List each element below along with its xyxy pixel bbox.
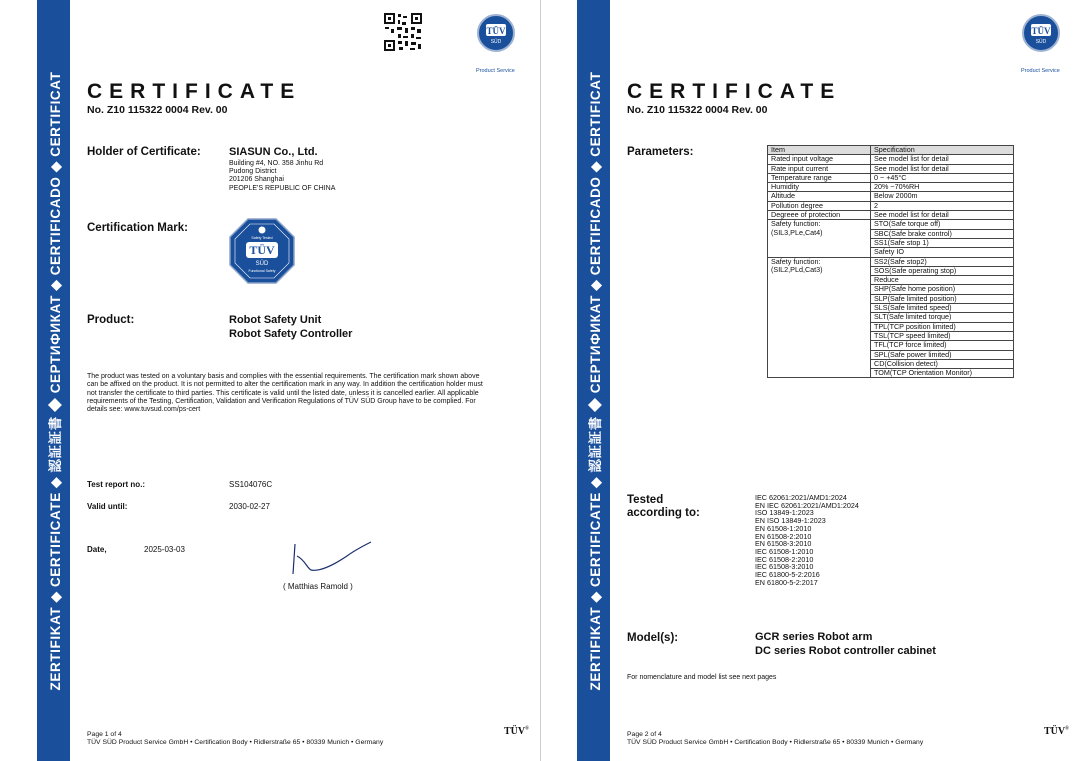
table-row: [768, 369, 1014, 378]
test-report-label: Test report no.:: [87, 480, 146, 489]
tuv-logo-text: TÜV: [1031, 26, 1051, 36]
table-header-item: Item: [768, 146, 871, 155]
standard-item: EN 61508-2:2010: [755, 531, 812, 541]
table-cell-item: Temperature range: [768, 173, 871, 182]
table-cell-spec: TFL(TCP force limited): [871, 341, 1014, 350]
table-header-specification: Specification: [871, 146, 1014, 155]
product-line: Robot Safety Unit: [229, 314, 322, 326]
table-cell-item: Rated input voltage: [768, 155, 871, 164]
footer-tuv-logo: TÜV®: [1044, 726, 1069, 737]
table-cell-item: (SIL3,PLe,Cat4): [768, 229, 871, 238]
table-cell-item: Safety function:: [768, 220, 871, 229]
certificate-page-1: [35, 0, 540, 761]
product-names: [229, 313, 352, 341]
holder-address: [229, 160, 335, 193]
table-cell-spec: SLP(Safe limited position): [871, 294, 1014, 303]
standard-item: EN IEC 62061:2021/AMD1:2024: [755, 500, 859, 510]
footer-address: TÜV SÜD Product Service GmbH • Certification Body • Ridlerstraße 65 • 80339 Munich • Germany: [87, 739, 384, 746]
page-number: Page 1 of 4: [87, 731, 122, 738]
parameters-table: [767, 145, 1014, 378]
table-cell-spec: Safety IO: [871, 248, 1014, 257]
side-band-text: ZERTIFIKAT ◆ CERTIFICATE ◆ 認証証書 ◆ СЕРТИФИКАТ ◆ CERTIFICADO ◆ CERTIFICAT: [587, 71, 603, 690]
table-cell-item: Safety function:: [768, 257, 871, 266]
tuv-logo-subtext: SÜD: [490, 39, 502, 45]
address-line: 201206 Shanghai: [229, 176, 284, 184]
table-cell-item: (SIL2,PLd,Cat3): [768, 266, 871, 275]
table-row: [768, 350, 1014, 359]
table-cell-spec: TPL(TCP position limited): [871, 322, 1014, 331]
qr-code-icon: [383, 12, 423, 52]
mark-bottom-text: Functional Safety: [248, 269, 276, 273]
parameters-label: Parameters:: [627, 146, 694, 158]
certificate-side-band: [37, 0, 70, 761]
certificate-paragraph: The product was tested on a voluntary basis and complies with the essential requirements. The certification mark shown above can be affixed on the product. It is not permitted to alter the certification mark in any way. In addition the certification holder must not transfer the certificate to third parties. This certificate is valid until the listed date, unless it is cancelled earlier. All applicable requirements of the Testing, Certification, Validation and Verification Regulations of TÜV SÜD Group have to be complied. For details see: www.tuvsud.com/ps-cert: [87, 373, 483, 414]
table-cell-spec: STO(Safe torque off): [871, 220, 1014, 229]
product-label: Product:: [87, 314, 135, 326]
nomenclature-note: For nomenclature and model list see next pages: [627, 674, 777, 681]
footer-tuv-logo: TÜV®: [504, 726, 529, 737]
standard-item: ISO 13849-1:2023: [755, 508, 814, 518]
footer-tuv-logo-text: TÜV: [504, 726, 526, 737]
side-band-text: ZERTIFIKAT ◆ CERTIFICATE ◆ 認証証書 ◆ СЕРТИФИКАТ ◆ CERTIFICADO ◆ CERTIFICAT: [47, 71, 63, 690]
table-cell-item: Rate input current: [768, 164, 871, 173]
model-item: GCR series Robot arm: [755, 631, 873, 643]
table-cell-spec: 2: [871, 201, 1014, 210]
page-title: CERTIFICATE: [87, 80, 302, 103]
table-cell-spec: SLT(Safe limited torque): [871, 313, 1014, 322]
table-cell-spec: SPL(Safe power limited): [871, 350, 1014, 359]
certification-mark-icon: [229, 218, 295, 284]
standard-item: EN 61800-5-2:2017: [755, 577, 818, 587]
models-label: Model(s):: [627, 632, 679, 644]
table-row: [768, 285, 1014, 294]
table-cell-spec: SOS(Safe operating stop): [871, 266, 1014, 275]
table-cell-spec: SS2(Safe stop2): [871, 257, 1014, 266]
product-service-label: Product Service: [1021, 68, 1060, 74]
table-cell-spec: See model list for detail: [871, 211, 1014, 220]
standard-item: EN ISO 13849-1:2023: [755, 516, 826, 526]
tuv-logo-icon: [477, 14, 515, 52]
standard-item: IEC 61508-3:2010: [755, 562, 814, 572]
certificate-number: No. Z10 115322 0004 Rev. 00: [87, 104, 228, 116]
table-cell-item: Humidity: [768, 183, 871, 192]
certificate-page-2: [575, 0, 1080, 761]
tested-label-line: according to:: [627, 507, 700, 519]
table-cell-spec: Below 2000m: [871, 192, 1014, 201]
page-divider: [540, 0, 541, 761]
table-cell-item: Degreee of protection: [768, 211, 871, 220]
table-cell-spec: SHP(Safe home position): [871, 285, 1014, 294]
address-line: PEOPLE'S REPUBLIC OF CHINA: [229, 184, 336, 192]
mark-sub-text: SÜD: [255, 261, 269, 267]
certificate-number: No. Z10 115322 0004 Rev. 00: [627, 104, 768, 116]
tuv-logo-subtext: SÜD: [1035, 39, 1047, 45]
footer-address: TÜV SÜD Product Service GmbH • Certification Body • Ridlerstraße 65 • 80339 Munich • Germany: [627, 739, 924, 746]
table-row: [768, 192, 1014, 201]
standard-item: IEC 62061:2021/AMD1:2024: [755, 493, 847, 502]
standard-item: IEC 61508-1:2010: [755, 546, 814, 556]
mark-top-text: Safety Tested: [251, 236, 273, 240]
standards-list: [755, 494, 859, 586]
table-cell-item: Altitude: [768, 192, 871, 201]
holder-name: SIASUN Co., Ltd.: [229, 146, 318, 158]
signature-icon: [285, 538, 375, 580]
page-title: CERTIFICATE: [627, 80, 842, 103]
table-row: [768, 155, 1014, 164]
footer-tuv-logo-text: TÜV: [1044, 726, 1066, 737]
table-cell-spec: TSL(TCP speed limited): [871, 331, 1014, 340]
test-report-value: SS104076C: [229, 480, 273, 489]
holder-label: Holder of Certificate:: [87, 146, 201, 158]
date-label: Date,: [87, 545, 107, 554]
date-value: 2025-03-03: [144, 545, 185, 554]
table-cell-spec: SBC(Safe brake control): [871, 229, 1014, 238]
product-line: Robot Safety Controller: [229, 328, 353, 340]
signatory-name: ( Matthias Ramold ): [283, 582, 353, 591]
table-row: [768, 248, 1014, 257]
valid-until-value: 2030-02-27: [229, 502, 270, 511]
footer: [627, 731, 923, 747]
table-cell-spec: Reduce: [871, 276, 1014, 285]
certification-mark-label: Certification Mark:: [87, 222, 188, 234]
table-cell-spec: See model list for detail: [871, 164, 1014, 173]
tuv-logo-text: TÜV: [486, 26, 506, 36]
table-row: [768, 313, 1014, 322]
table-cell-spec: 20% ~70%RH: [871, 183, 1014, 192]
tuv-logo-icon: [1022, 14, 1060, 52]
tested-label-line: Tested: [627, 494, 664, 506]
model-item: DC series Robot controller cabinet: [755, 645, 936, 657]
table-cell-spec: TOM(TCP Orientation Monitor): [871, 369, 1014, 378]
table-row: [768, 341, 1014, 350]
table-cell-spec: CD(Collision detect): [871, 359, 1014, 368]
table-cell-spec: See model list for detail: [871, 155, 1014, 164]
table-row: [768, 164, 1014, 173]
footer: [87, 731, 383, 747]
table-cell-spec: SS1(Safe stop 1): [871, 238, 1014, 247]
address-line: Pudong District: [229, 168, 277, 176]
table-cell-item: Pollution degree: [768, 201, 871, 210]
tested-label: [627, 494, 700, 520]
standard-item: IEC 61508-2:2010: [755, 554, 814, 564]
valid-until-label: Valid until:: [87, 502, 128, 511]
models-list: [755, 630, 936, 658]
page-number: Page 2 of 4: [627, 731, 662, 738]
address-line: Building #4, NO. 358 Jinhu Rd: [229, 160, 324, 167]
standard-item: EN 61508-1:2010: [755, 523, 812, 533]
standard-item: IEC 61800-5-2:2016: [755, 570, 820, 580]
table-cell-spec: SLS(Safe limited speed): [871, 304, 1014, 313]
certificate-side-band: [577, 0, 610, 761]
table-cell-spec: 0 ~ +45°C: [871, 173, 1014, 182]
mark-main-text: TÜV: [249, 243, 275, 257]
product-service-label: Product Service: [476, 68, 515, 74]
standard-item: EN 61508-3:2010: [755, 539, 812, 549]
